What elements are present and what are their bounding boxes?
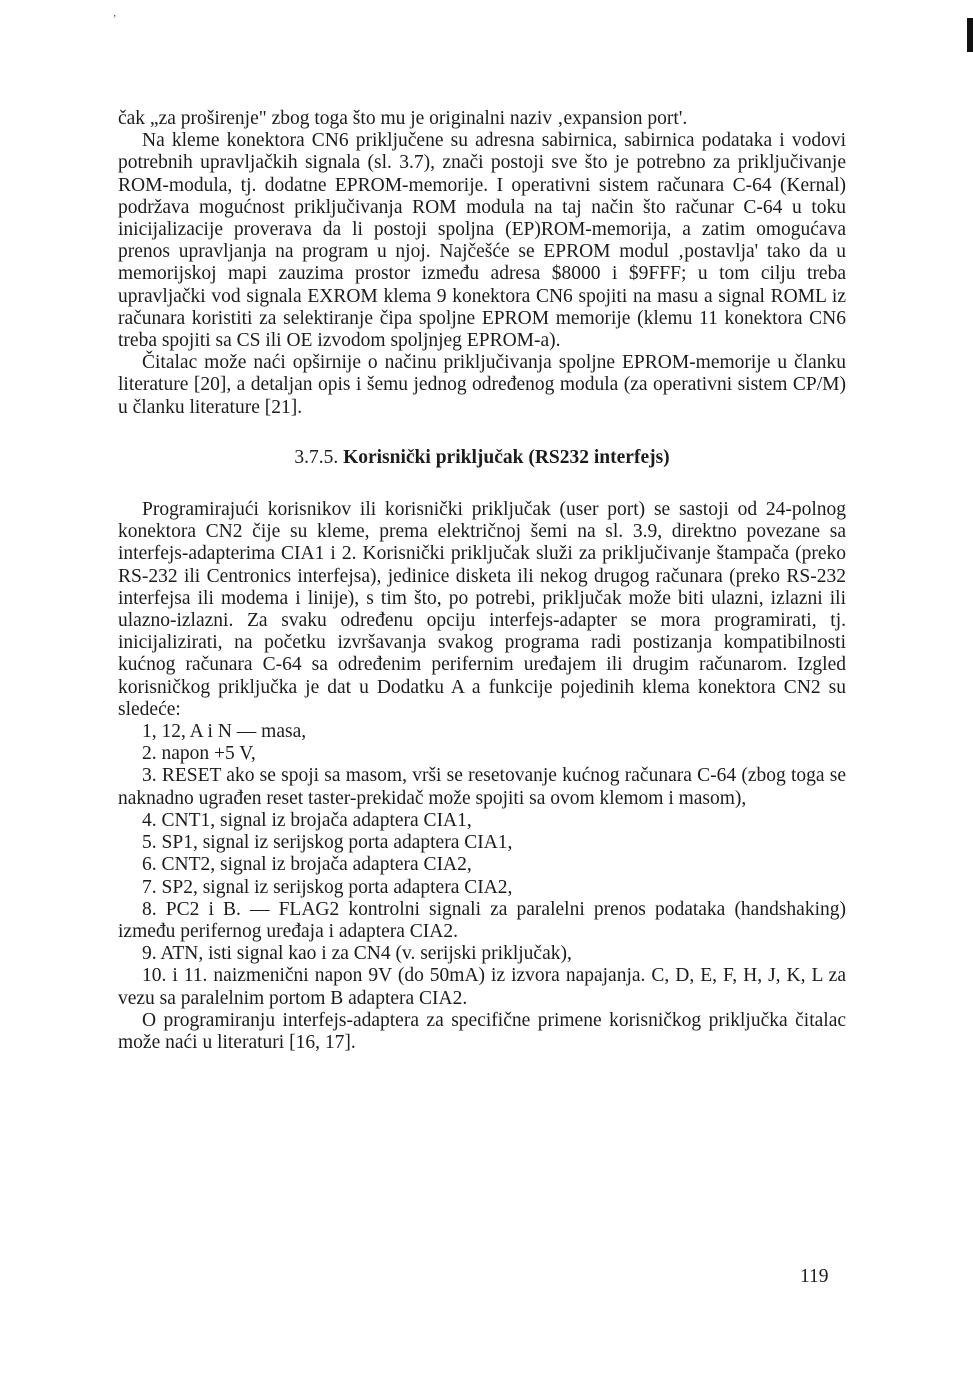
list-item-pins-ground: 1, 12, A i N — masa, bbox=[142, 721, 307, 743]
section-number: 3.7.5. bbox=[294, 446, 339, 468]
list-item-pin-reset: 3. RESET ako se spoji sa masom, vrši se resetovanje kućnog računara C-64 (zbog toga se naknadno ugrađen reset taster-prekidač može spojiti sa ovom klemom i masom), bbox=[118, 765, 846, 809]
paragraph-user-port: Programirajući korisnikov ili korisnički priključak (user port) se sastoji od 24-polnog konektora CN2 čije su kleme, prema električnoj šemi na sl. 3.9, direktno povezane sa interfejs-adapterima CIA1 i 2. Korisnički priključak služi za priključivanje štampača (preko RS-232 ili Centronics interfejsa), jedinice disketa ili nekog drugog računara (preko RS-232 interfejsa ili modema i linije), s tim što, po potrebi, priključak može biti ulazni, izlazni ili ulazno-izlazni. Za svaku određenu opciju interfejs-adapter se mora programirati, tj. inicijalizirati, na početku izvršavanja svakog programa radi postizanja kompatibilnosti kućnog računara C-64 sa određenim perifernim uređajem ili drugim računarom. Izgled korisničkog priključka je dat u Dodatku A a funkcije pojedinih klema konektora CN2 su sledeće: bbox=[118, 499, 846, 720]
paragraph-closing: O programiranju interfejs-adaptera za specifične primene korisničkog priključka čitalac može naći u literaturi [16, 17]. bbox=[118, 1009, 846, 1053]
list-item-pin-cnt2: 6. CNT2, signal iz brojača adaptera CIA2, bbox=[142, 854, 472, 876]
list-item-pin-sp1: 5. SP1, signal iz serijskog porta adaptera CIA1, bbox=[142, 832, 513, 854]
page-edge-mark bbox=[967, 18, 973, 52]
page-body bbox=[118, 108, 846, 1054]
list-item-pin-cnt1: 4. CNT1, signal iz brojača adaptera CIA1, bbox=[142, 809, 472, 831]
list-item-pin-power-ac: 10. i 11. naizmenični napon 9V (do 50mA) iz izvora napajanja. C, D, E, F, H, J, K, L za vezu sa paralelnim portom B adaptera CIA2. bbox=[118, 965, 846, 1009]
list-item-pin-atn: 9. ATN, isti signal kao i za CN4 (v. serijski priključak), bbox=[142, 943, 572, 965]
list-item-pin-voltage: 2. napon +5 V, bbox=[142, 743, 256, 765]
paragraph-cn6-connector: Na kleme konektora CN6 priključene su adresna sabirnica, sabirnica podataka i vodovi potrebnih upravljačkih signala (sl. 3.7), znači postoji sve što je potrebno za priključivanje ROM-modula, tj. dodatne EPROM-memorije. I operativni sistem računara C-64 (Kernal) podržava mogućnost priključivanja ROM modula na taj način što računar C-64 u toku inicijalizacije proverava da li postoji spoljna (EP)ROM-memorija, a zatim omogućava prenos upravljanja na program u njoj. Najčešće se EPROM modul ‚postavlja' tako da u memorijskoj mapi zauzima prostor između adresa $8000 i $9FFF; u tom cilju treba upravljački vod signala EXROM klema 9 konektora CN6 spojiti na masu a signal ROML iz računara koristiti za selektiranje čipa spoljne EPROM memorije (klemu 11 konektora CN6 treba spojiti sa CS ili OE izvodom spoljnjeg EPROM-a). bbox=[118, 130, 846, 352]
list-item-pin-sp2: 7. SP2, signal iz serijskog porta adaptera CIA2, bbox=[142, 876, 513, 898]
page-number: 119 bbox=[800, 1266, 829, 1287]
list-item-pin-flag2: 8. PC2 i B. — FLAG2 kontrolni signali za paralelni prenos podataka (handshaking) između perifernog uređaja i adaptera CIA2. bbox=[118, 898, 846, 942]
paragraph-continuation: čak „za proširenje" zbog toga što mu je originalni naziv ‚expansion port'. bbox=[118, 108, 688, 129]
section-heading bbox=[118, 447, 846, 469]
paragraph-literature-reference: Čitalac može naći opširnije o načinu priključivanja spoljne EPROM-memorije u članku literature [20], a detaljan opis i šemu jednog određenog modula (za operativni sistem CP/M) u članku literature [21]. bbox=[118, 352, 846, 418]
section-title: Korisnički priključak (RS232 interfejs) bbox=[343, 446, 670, 468]
corner-mark: ’ bbox=[113, 14, 117, 25]
